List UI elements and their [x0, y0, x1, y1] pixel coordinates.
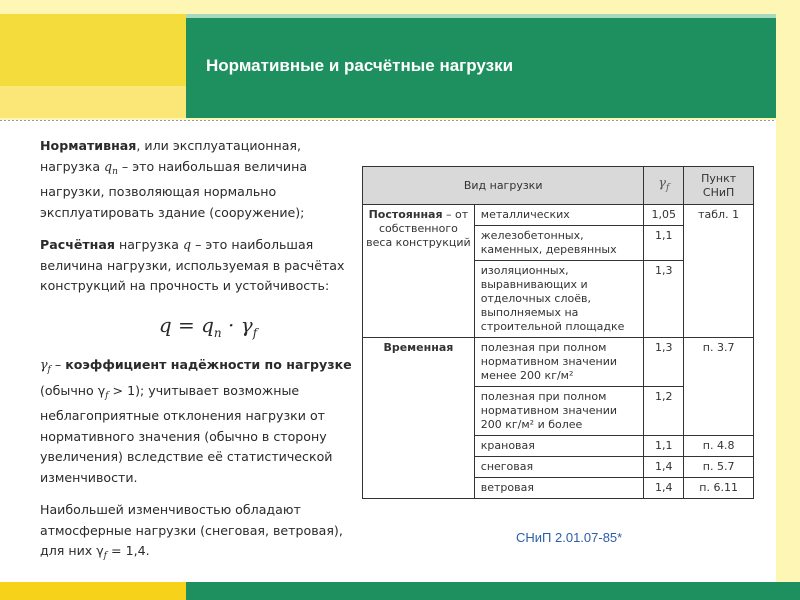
header-accent-block — [0, 14, 186, 86]
load-formula: $q = q_n \cdot \gamma_f$ — [158, 312, 258, 340]
temporary-load-cell: Временная — [363, 338, 475, 499]
row-gamma: 1,1 — [644, 226, 684, 261]
header-accent-lower — [0, 86, 186, 118]
row-gamma: 1,2 — [644, 387, 684, 436]
title-bar-stripe — [186, 14, 800, 18]
row-gamma: 1,3 — [644, 338, 684, 387]
row-snip: п. 5.7 — [684, 457, 754, 478]
footer-bar-right — [186, 582, 800, 600]
row-name: изоляционных, выравнивающих и отделочных слоёв, выполняемых на строительной площадке — [474, 261, 644, 338]
right-decor-strip — [776, 0, 800, 600]
row-name: железобетонных, каменных, деревянных — [474, 226, 644, 261]
row-gamma: 1,3 — [644, 261, 684, 338]
row-name: крановая — [474, 436, 644, 457]
row-snip: табл. 1 — [684, 205, 754, 338]
reliability-coefficient-text: $\gamma_f$ – коэффициент надёжности по нагрузке (обычно $\gamma_f > 1$); учитывает возможные неблагоприятные отклонения нагрузки от нормативного значения (обычно в сторону увеличения) вследствие её статистической изменчивости. — [40, 357, 352, 485]
snip-reference: СНиП 2.01.07-85* — [516, 530, 623, 545]
design-load-definition: Расчётная нагрузка q – это наибольшая величина нагрузки, используемая в расчётах конструкций на прочность и устойчивость: — [40, 237, 345, 293]
definitions-text — [40, 136, 352, 579]
normative-load-definition: Нормативная, или эксплуатационная, нагрузка $q_n$ – это наибольшая величина нагрузки, позволяющая нормально эксплуатировать здание (сооружение); — [40, 138, 308, 220]
row-snip: п. 4.8 — [684, 436, 754, 457]
row-name: ветровая — [474, 478, 644, 499]
permanent-load-cell: Постоянная – от собственного веса конструкций — [363, 205, 475, 338]
row-gamma: 1,4 — [644, 457, 684, 478]
row-name: снеговая — [474, 457, 644, 478]
table-row — [363, 338, 754, 387]
row-name: металлических — [474, 205, 644, 226]
table-header-row — [363, 167, 754, 205]
atmospheric-loads-text: Наибольшей изменчивостью обладают атмосферные нагрузки (снеговая, ветровая), для них $\gamma_f = 1,4$. — [40, 502, 343, 561]
header-snip-clause: Пункт СНиП — [684, 167, 754, 205]
table — [362, 166, 754, 499]
page-title: Нормативные и расчётные нагрузки — [206, 56, 514, 75]
row-gamma: 1,4 — [644, 478, 684, 499]
header-gamma: $\gamma_f$ — [644, 167, 684, 205]
row-snip: п. 6.11 — [684, 478, 754, 499]
footer-bar-left — [0, 582, 186, 600]
load-coefficients-table — [362, 166, 754, 499]
header-divider — [0, 120, 800, 121]
row-gamma: 1,1 — [644, 436, 684, 457]
row-name: полезная при полном нормативном значении 200 кг/м² и более — [474, 387, 644, 436]
table-row — [363, 205, 754, 226]
row-name: полезная при полном нормативном значении менее 200 кг/м² — [474, 338, 644, 387]
row-snip: п. 3.7 — [684, 338, 754, 436]
row-gamma: 1,05 — [644, 205, 684, 226]
header-load-type: Вид нагрузки — [363, 167, 644, 205]
